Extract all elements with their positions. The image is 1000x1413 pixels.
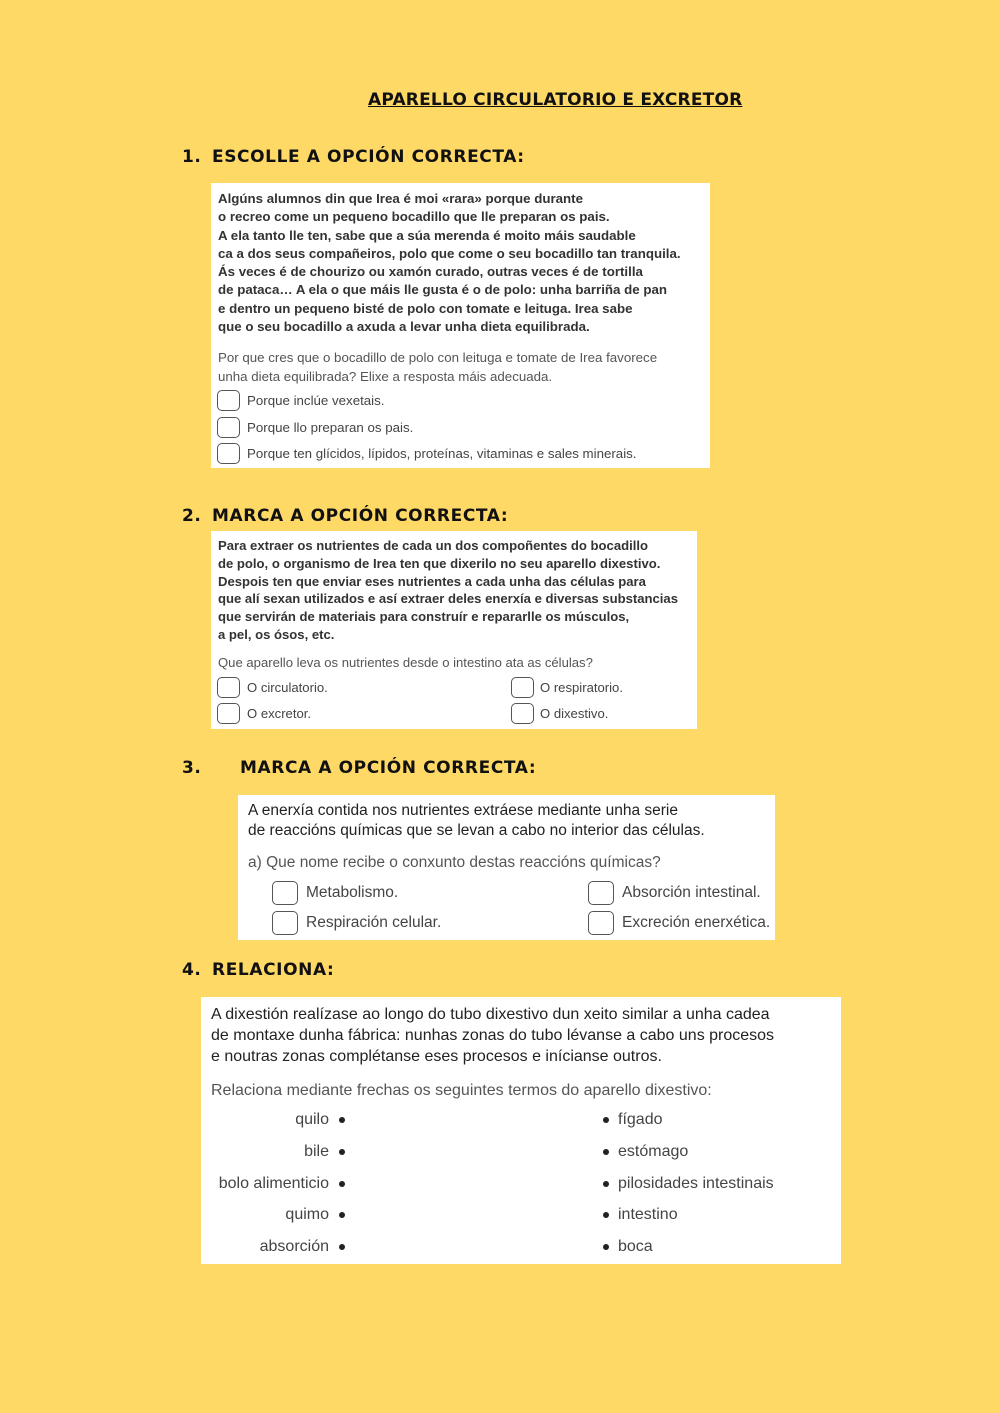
question-number: 4. bbox=[182, 960, 202, 980]
question-2-prompt: Que aparello leva os nutrientes desde o intestino ata as células? bbox=[218, 655, 593, 670]
checkbox[interactable] bbox=[588, 911, 614, 935]
option-excrecion[interactable] bbox=[588, 911, 770, 935]
option-label: Absorción intestinal. bbox=[622, 884, 761, 901]
question-2-heading bbox=[182, 506, 508, 526]
option-metabolismo[interactable] bbox=[272, 881, 398, 905]
question-4-heading bbox=[182, 960, 334, 980]
term-label: pilosidades intestinais bbox=[618, 1175, 774, 1192]
right-term-pilosidades[interactable] bbox=[603, 1175, 774, 1193]
term-label: boca bbox=[618, 1238, 653, 1255]
checkbox[interactable] bbox=[272, 911, 298, 935]
checkbox[interactable] bbox=[588, 881, 614, 905]
option-absorcion[interactable] bbox=[588, 881, 761, 905]
option-label: Porque inclúe vexetais. bbox=[247, 393, 385, 408]
question-1-prompt bbox=[218, 348, 657, 386]
text-line: de pataca… A ela o que máis lle gusta é o de polo: unha barriña de pan bbox=[218, 282, 667, 298]
term-label: bolo alimenticio bbox=[218, 1175, 329, 1192]
question-number: 2. bbox=[182, 506, 202, 526]
option-nutrientes[interactable] bbox=[217, 443, 637, 464]
option-respiratorio[interactable] bbox=[511, 677, 623, 698]
question-number: 3. bbox=[182, 758, 202, 778]
option-dixestivo[interactable] bbox=[511, 703, 608, 724]
page-title: APARELLO CIRCULATORIO E EXCRETOR bbox=[368, 90, 743, 110]
connector-dot[interactable] bbox=[339, 1212, 345, 1218]
question-1-heading bbox=[182, 147, 525, 167]
option-circulatorio[interactable] bbox=[217, 677, 328, 698]
term-label: estómago bbox=[618, 1143, 689, 1160]
right-term-boca[interactable] bbox=[603, 1238, 653, 1256]
text-line: Para extraer os nutrientes de cada un dos compoñentes do bocadillo bbox=[218, 538, 649, 553]
option-vexetais[interactable] bbox=[217, 390, 384, 411]
text-line: a pel, os ósos, etc. bbox=[218, 626, 335, 642]
option-label: Respiración celular. bbox=[306, 914, 442, 931]
question-4-text bbox=[211, 1004, 774, 1067]
connector-dot[interactable] bbox=[603, 1149, 609, 1155]
text-line: Por que cres que o bocadillo de polo con leituga e tomate de Irea favorece bbox=[218, 350, 658, 365]
text-line: o recreo come un pequeno bocadillo que lle preparan os pais. bbox=[218, 209, 610, 225]
question-1-text bbox=[218, 190, 681, 336]
option-label: Excreción enerxética. bbox=[622, 914, 771, 931]
term-label: quilo bbox=[295, 1111, 329, 1128]
text-line: ca a dos seus compañeiros, polo que come o seu bocadillo tan tranquila. bbox=[218, 245, 681, 261]
question-3-box bbox=[238, 795, 775, 940]
text-line: que alí sexan utilizados e así extraer deles enerxía e diversas substancias bbox=[218, 591, 678, 607]
option-label: Metabolismo. bbox=[306, 884, 399, 901]
checkbox[interactable] bbox=[217, 443, 240, 464]
option-respiracion[interactable] bbox=[272, 911, 441, 935]
question-2-box bbox=[211, 531, 697, 729]
option-label: Porque llo preparan os pais. bbox=[247, 420, 414, 435]
text-line: Algúns alumnos din que Irea é moi «rara» porque durante bbox=[218, 191, 584, 206]
connector-dot[interactable] bbox=[339, 1244, 345, 1250]
connector-dot[interactable] bbox=[339, 1117, 345, 1123]
connector-dot[interactable] bbox=[339, 1149, 345, 1155]
text-line: e noutras zonas complétanse eses procesos e inícianse outros. bbox=[211, 1048, 662, 1065]
checkbox[interactable] bbox=[217, 703, 240, 724]
question-title: ESCOLLE A OPCIÓN CORRECTA: bbox=[212, 147, 525, 167]
text-line: que o seu bocadillo a axuda a levar unha dieta equilibrada. bbox=[218, 319, 590, 335]
checkbox[interactable] bbox=[217, 417, 240, 438]
option-label: O circulatorio. bbox=[247, 680, 328, 695]
option-label: O excretor. bbox=[247, 706, 312, 721]
question-4-box bbox=[201, 997, 841, 1264]
option-label: Porque ten glícidos, lípidos, proteínas, vitaminas e sales minerais. bbox=[247, 446, 637, 461]
question-3-prompt: a) Que nome recibe o conxunto destas reaccións químicas? bbox=[248, 854, 661, 871]
text-line: unha dieta equilibrada? Elixe a resposta máis adecuada. bbox=[218, 369, 553, 384]
text-line: Ás veces é de chourizo ou xamón curado, outras veces é de tortilla bbox=[218, 264, 643, 280]
checkbox[interactable] bbox=[217, 677, 240, 698]
term-label: fígado bbox=[618, 1111, 663, 1128]
term-label: intestino bbox=[618, 1206, 678, 1223]
connector-dot[interactable] bbox=[339, 1181, 345, 1187]
text-line: Despois ten que enviar eses nutrientes a cada unha das células para bbox=[218, 573, 646, 589]
checkbox[interactable] bbox=[217, 390, 240, 411]
left-term-quilo[interactable] bbox=[295, 1111, 345, 1129]
text-line: e dentro un pequeno bisté de polo con tomate e leituga. Irea sabe bbox=[218, 300, 633, 316]
text-line: A dixestión realízase ao longo do tubo dixestivo dun xeito similar a unha cadea bbox=[211, 1006, 770, 1023]
question-4-prompt: Relaciona mediante frechas os seguintes termos do aparello dixestivo: bbox=[211, 1082, 712, 1099]
connector-dot[interactable] bbox=[603, 1117, 609, 1123]
question-3-heading bbox=[182, 758, 536, 778]
term-label: absorción bbox=[259, 1238, 329, 1255]
option-pais[interactable] bbox=[217, 417, 413, 438]
connector-dot[interactable] bbox=[603, 1244, 609, 1250]
question-2-text bbox=[218, 537, 678, 644]
right-term-intestino[interactable] bbox=[603, 1206, 678, 1224]
option-label: O respiratorio. bbox=[540, 680, 623, 695]
checkbox[interactable] bbox=[511, 677, 534, 698]
option-label: O dixestivo. bbox=[540, 706, 609, 721]
text-line: de polo, o organismo de Irea ten que dixerilo no seu aparello dixestivo. bbox=[218, 555, 661, 571]
text-line: de reaccións químicas que se levan a cabo no interior das células. bbox=[248, 822, 705, 839]
text-line: A ela tanto lle ten, sabe que a súa merenda é moito máis saudable bbox=[218, 227, 636, 243]
right-term-estomago[interactable] bbox=[603, 1143, 688, 1161]
connector-dot[interactable] bbox=[603, 1212, 609, 1218]
question-title: MARCA A OPCIÓN CORRECTA: bbox=[212, 506, 509, 526]
checkbox[interactable] bbox=[272, 881, 298, 905]
question-1-box bbox=[211, 183, 710, 468]
term-label: quimo bbox=[285, 1206, 329, 1223]
term-label: bile bbox=[304, 1143, 329, 1160]
question-title: RELACIONA: bbox=[212, 960, 335, 980]
left-term-bolo-alimenticio[interactable] bbox=[219, 1175, 345, 1193]
text-line: de montaxe dunha fábrica: nunhas zonas do tubo lévanse a cabo uns procesos bbox=[211, 1027, 775, 1044]
question-3-text bbox=[248, 801, 705, 841]
option-excretor[interactable] bbox=[217, 703, 311, 724]
left-term-bile[interactable] bbox=[304, 1143, 345, 1161]
left-term-absorcion[interactable] bbox=[260, 1238, 345, 1256]
text-line: que servirán de materiais para construír e repararlle os músculos, bbox=[218, 609, 630, 625]
text-line: A enerxía contida nos nutrientes extráese mediante unha serie bbox=[248, 802, 678, 819]
question-number: 1. bbox=[182, 147, 202, 167]
connector-dot[interactable] bbox=[603, 1181, 609, 1187]
right-term-figado[interactable] bbox=[603, 1111, 662, 1129]
checkbox[interactable] bbox=[511, 703, 534, 724]
left-term-quimo[interactable] bbox=[285, 1206, 345, 1224]
question-title: MARCA A OPCIÓN CORRECTA: bbox=[240, 758, 537, 778]
